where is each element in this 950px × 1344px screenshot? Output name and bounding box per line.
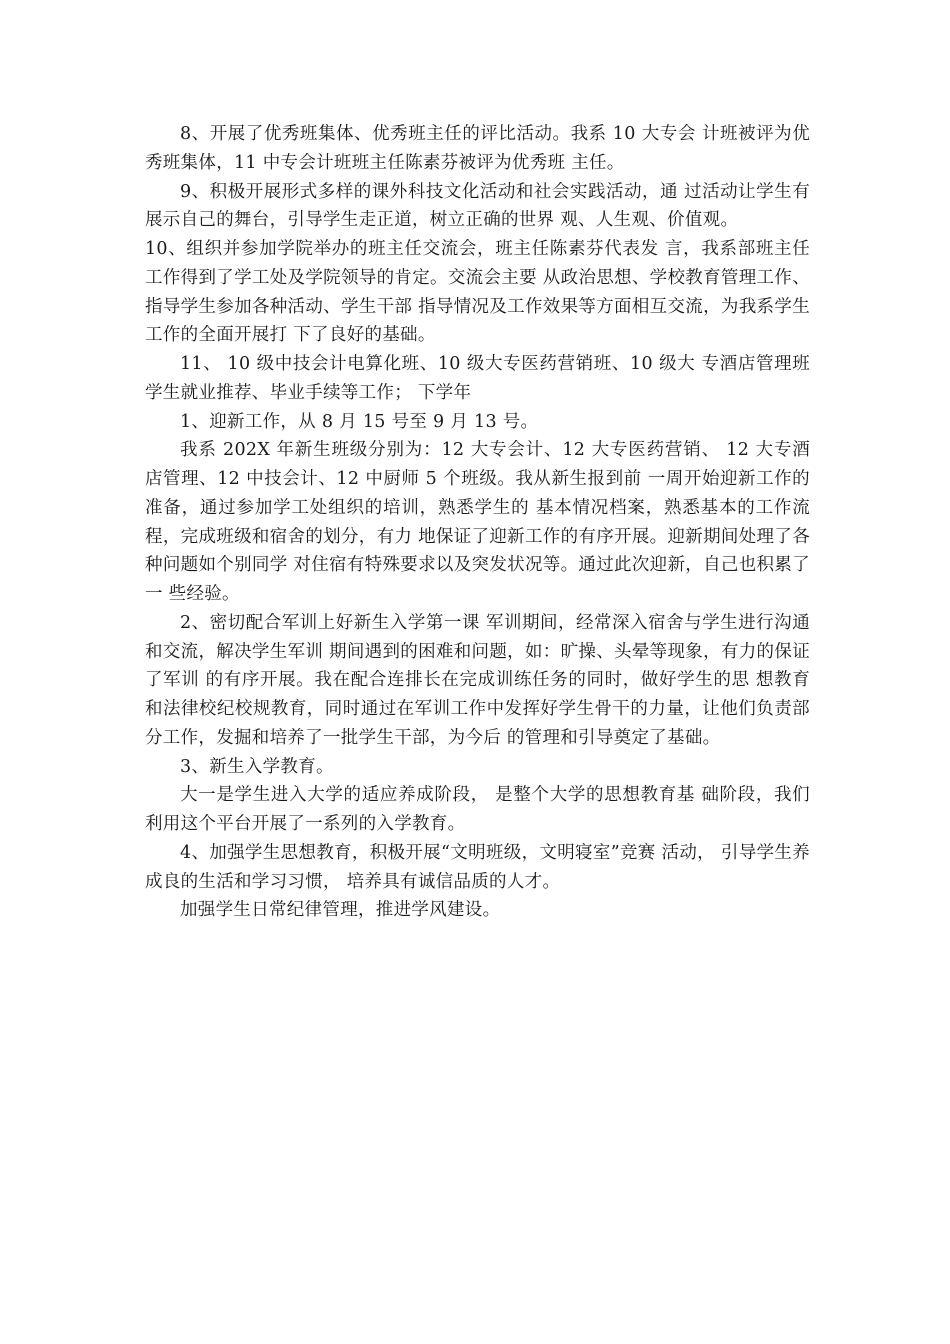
paragraph-discipline: 加强学生日常纪律管理，推进学风建设。 — [180, 900, 501, 921]
document-body — [145, 120, 810, 925]
paragraph-military-training: 2、密切配合军训上好新生入学第一课 军训期间，经常深入宿舍与学生进行沟通和交流，解决学生军训 期间遇到的困难和问题，如：旷操、头晕等现象，有力的保证了军训 的有序开展。我在配合连排长在完成训练任务的同时，做好学生的思 想教育和法律校纪校规教育，同时通过在军训工作中发挥好学生骨干的力量，让他们负责部分工作，发掘和培养了一批学生干部，为今后 的管理和引导奠定了基础。 — [145, 612, 810, 748]
paragraph-ideology: 4、加强学生思想教育，积极开展“文明班级，文明寝室”竞赛 活动， 引导学生养成良的生活和学习习惯， 培养具有诚信品质的人才。 — [145, 842, 810, 892]
paragraph-11: 11、 10 级中技会计电算化班、10 级大专医药营销班、10 级大 专酒店管理班学生就业推荐、毕业手续等工作； 下学年 — [145, 354, 810, 403]
paragraph-new-classes: 我系 202X 年新生班级分别为：12 大专会计、12 大专医药营销、 12 大专酒店管理、12 中技会计、12 中厨师 5 个班级。我从新生报到前 一周开始迎新工作的准备，通过参加学工处组织的培训，熟悉学生的 基本情况档案，熟悉基本的工作流程，完成班级和宿舍的划分，有力 地保证了迎新工作的有序开展。迎新期间处理了各种问题如个别同学 对住宿有特殊要求以及突发状况等。通过此次迎新，自己也积累了一 些经验。 — [145, 440, 810, 604]
paragraph-9: 9、积极开展形式多样的课外科技文化活动和社会实践活动，通 过活动让学生有展示自己的舞台，引导学生走正道，树立正确的世界 观、人生观、价值观。 — [145, 181, 810, 231]
paragraph-8: 8、开展了优秀班集体、优秀班主任的评比活动。我系 10 大专会 计班被评为优秀班集体，11 中专会计班班主任陈素芬被评为优秀班 主任。 — [145, 124, 810, 173]
paragraph-orientation: 大一是学生进入大学的适应养成阶段， 是整个大学的思想教育基 础阶段，我们利用这个平台开展了一系列的入学教育。 — [145, 785, 810, 834]
paragraph-orientation-heading: 3、新生入学教育。 — [180, 756, 334, 777]
paragraph-welcome: 1、迎新工作，从 8 月 15 号至 9 月 13 号。 — [180, 411, 539, 432]
paragraph-10: 10、组织并参加学院举办的班主任交流会，班主任陈素芬代表发 言，我系部班主任工作得到了学工处及学院领导的肯定。交流会主要 从政治思想、学校教育管理工作、指导学生参加各种活动、学生干部 指导情况及工作效果等方面相互交流，为我系学生工作的全面开展打 下了良好的基础。 — [145, 239, 810, 346]
